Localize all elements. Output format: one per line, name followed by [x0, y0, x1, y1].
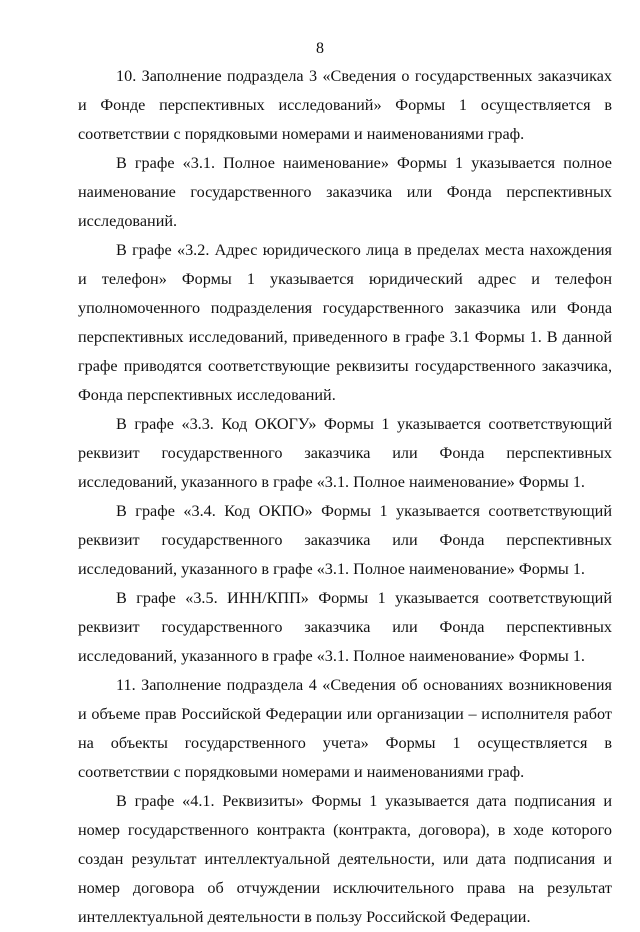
paragraph-3-4: В графе «3.4. Код ОКПО» Формы 1 указывается соответствующий реквизит государственного заказчика или Фонда перспективных исследований, указанного в графе «3.1. Полное наименование» Формы 1. [78, 502, 612, 578]
paragraph-3-1: В графе «3.1. Полное наименование» Формы 1 указывается полное наименование государственного заказчика или Фонда перспективных исследований. [78, 154, 612, 230]
paragraph-4-1: В графе «4.1. Реквизиты» Формы 1 указывается дата подписания и номер государственного контракта (контракта, договора), в ходе которого создан результат интеллектуальной деятельности, или дата подписания и номер договора об отчуждении исключительного права на результат интеллектуальной деятельности в пользу Российской Федерации. [78, 792, 612, 926]
paragraph-3-2: В графе «3.2. Адрес юридического лица в пределах места нахождения и телефон» Формы 1 указывается юридический адрес и телефон уполномоченного подразделения государственного заказчика или Фонда перспективных исследований, приведенного в графе 3.1 Формы 1. В данной графе приводятся соответствующие реквизиты государственного заказчика, Фонда перспективных исследований. [78, 241, 612, 404]
page-number: 8 [316, 40, 324, 57]
paragraph-11: 11. Заполнение подраздела 4 «Сведения об основаниях возникновения и объеме прав Российской Федерации или организации – исполнителя работ на объекты государственного учета» Формы 1 осуществляется в соответствии с порядковыми номерами и наименованиями граф. [78, 676, 612, 781]
paragraph-10: 10. Заполнение подраздела 3 «Сведения о государственных заказчиках и Фонде перспективных исследований» Формы 1 осуществляется в соответствии с порядковыми номерами и наименованиями граф. [78, 67, 612, 143]
paragraph-3-3: В графе «3.3. Код ОКОГУ» Формы 1 указывается соответствующий реквизит государственного заказчика или Фонда перспективных исследований, указанного в графе «3.1. Полное наименование» Формы 1. [78, 415, 612, 491]
paragraph-3-5: В графе «3.5. ИНН/КПП» Формы 1 указывается соответствующий реквизит государственного заказчика или Фонда перспективных исследований, указанного в графе «3.1. Полное наименование» Формы 1. [78, 589, 612, 665]
document-body [78, 62, 612, 932]
